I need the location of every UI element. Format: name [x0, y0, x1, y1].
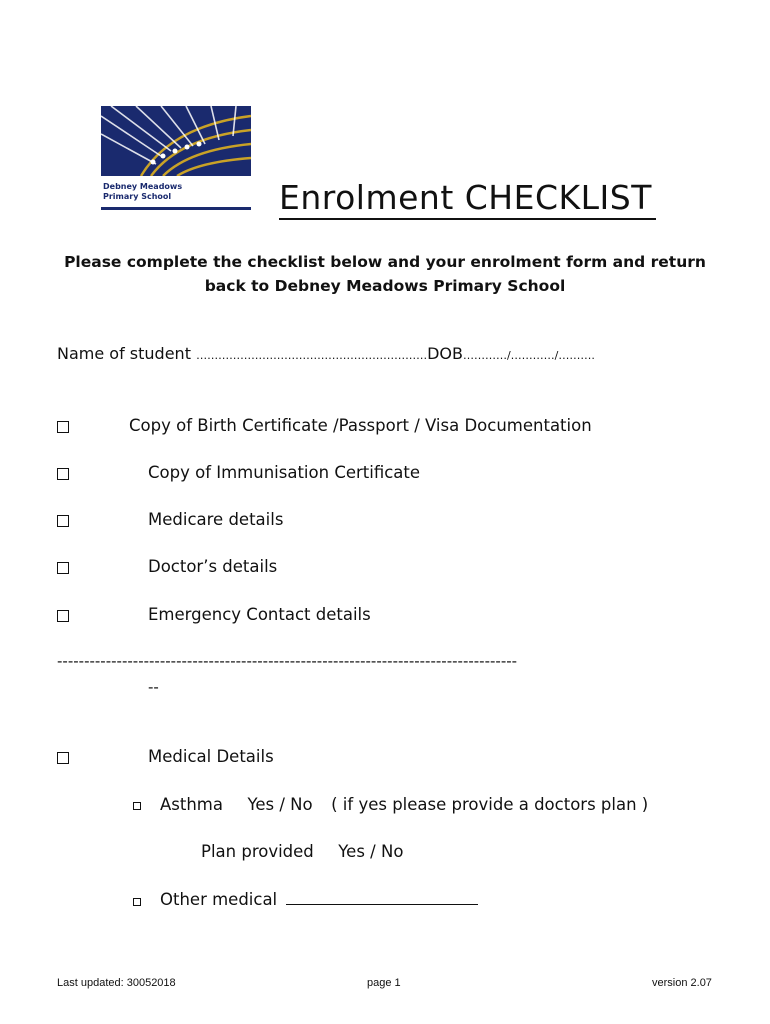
- checklist-item-immunisation: Copy of Immunisation Certificate: [148, 463, 421, 482]
- checkbox-medical-details[interactable]: [57, 752, 69, 764]
- footer-page-number: page 1: [367, 977, 401, 989]
- dob-month-field[interactable]: …………/: [510, 349, 559, 362]
- logo-arch-graphic: [101, 106, 251, 176]
- checklist-item-medicare: Medicare details: [148, 510, 284, 529]
- asthma-label: Asthma: [160, 795, 223, 814]
- school-logo: [101, 106, 251, 210]
- checkbox-birth-certificate[interactable]: [57, 421, 69, 433]
- student-name-field[interactable]: ………………………………………………………: [196, 349, 428, 362]
- other-medical-row: [160, 890, 478, 909]
- page-title: Enrolment CHECKLIST: [279, 178, 656, 220]
- asthma-note: ( if yes please provide a doctors plan ): [331, 795, 649, 814]
- other-medical-label: Other medical: [160, 890, 278, 909]
- asthma-yes-no[interactable]: Yes / No: [247, 795, 313, 814]
- separator-line: -------------------------------------------------------------------------------------: [57, 652, 518, 670]
- logo-name-line1: Debney Meadows: [103, 182, 183, 191]
- checkbox-asthma[interactable]: [133, 802, 141, 810]
- dob-day-field[interactable]: …………/: [462, 349, 511, 362]
- checkbox-doctor[interactable]: [57, 562, 69, 574]
- checklist-item-birth-certificate: Copy of Birth Certificate /Passport / Visa Documentation: [129, 416, 592, 435]
- instructions-line2: back to Debney Meadows Primary School: [204, 277, 566, 295]
- checkbox-other-medical[interactable]: [133, 898, 141, 906]
- plan-provided-yes-no[interactable]: Yes / No: [338, 842, 404, 861]
- plan-provided-row: [201, 842, 403, 861]
- student-details-line: [57, 344, 595, 363]
- footer-version: version 2.07: [652, 977, 712, 989]
- checkbox-medicare[interactable]: [57, 515, 69, 527]
- checklist-item-emergency-contact: Emergency Contact details: [148, 605, 371, 624]
- dob-year-field[interactable]: ……….: [558, 349, 595, 362]
- plan-provided-label: Plan provided: [201, 842, 314, 861]
- separator-line-wrap: --: [148, 678, 159, 696]
- logo-underline: [101, 207, 251, 210]
- medical-details-label: Medical Details: [148, 747, 274, 766]
- logo-name-line2: Primary School: [103, 192, 172, 201]
- other-medical-field[interactable]: [286, 890, 478, 905]
- footer-last-updated: Last updated: 30052018: [57, 977, 176, 989]
- instructions: [40, 250, 730, 298]
- dob-label: DOB: [427, 344, 463, 363]
- asthma-row: [160, 795, 648, 814]
- logo-school-name: [101, 182, 251, 202]
- checklist-item-doctor: Doctor’s details: [148, 557, 278, 576]
- student-name-label: Name of student: [57, 344, 191, 363]
- instructions-line1: Please complete the checklist below and your enrolment form and return: [64, 253, 706, 271]
- checkbox-emergency-contact[interactable]: [57, 610, 69, 622]
- checkbox-immunisation[interactable]: [57, 468, 69, 480]
